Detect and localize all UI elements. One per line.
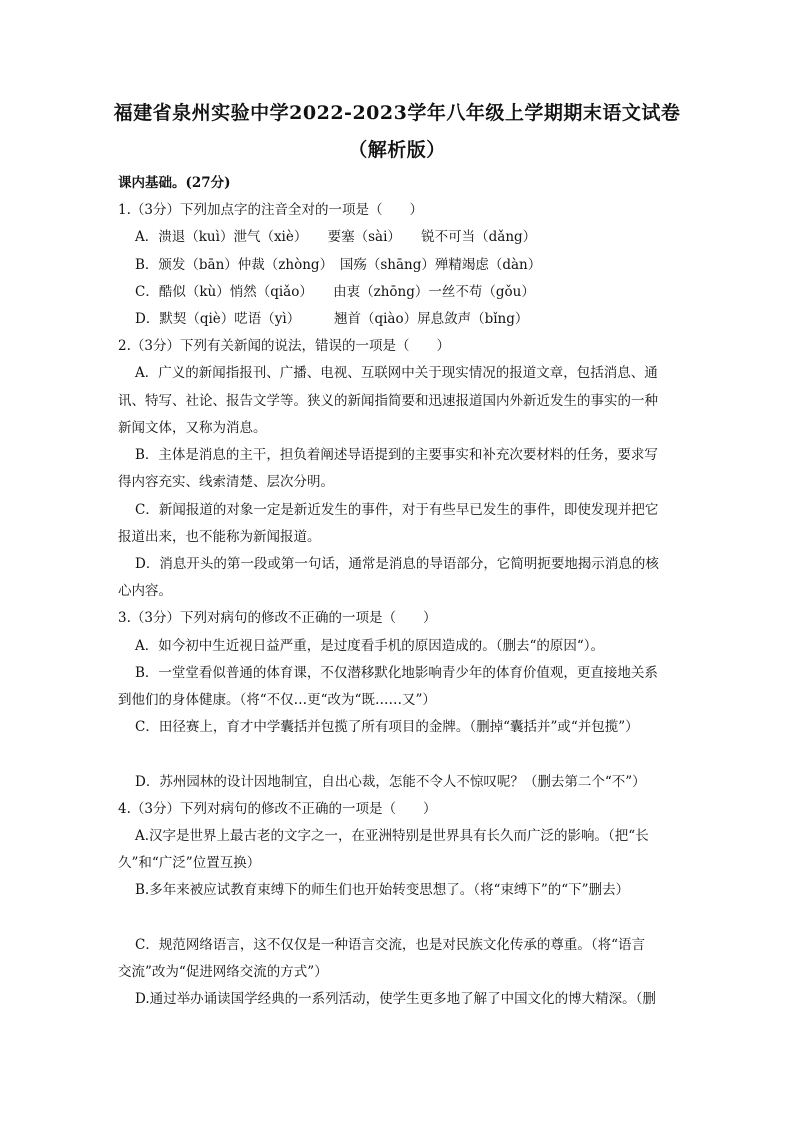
question-3-stem: 3.（3分）下列对病句的修改不正确的一项是（ ） bbox=[118, 610, 437, 626]
question-1-option-d: D．默契（qiè）呓语（yì） 翘首（qiào）屏息敛声（bǐng） bbox=[135, 311, 529, 327]
question-1-option-a: A．溃退（kuì）泄气（xiè） 要塞（sài） 锐不可当（dǎng） bbox=[135, 229, 537, 245]
question-1-stem: 1.（3分）下列加点字的注音全对的一项是（ ） bbox=[118, 202, 423, 218]
question-4-option-b: B.多年来被应试教育束缚下的师生们也开始转变思想了。（将“束缚下”的“下”删去） bbox=[135, 882, 630, 898]
document-subtitle: （解析版） bbox=[348, 139, 446, 161]
question-2-stem: 2.（3分）下列有关新闻的说法，错误的一项是（ ） bbox=[118, 338, 450, 354]
question-3-option-d: D．苏州园林的设计因地制宜，自出心裁，怎能不令人不惊叹呢？（删去第二个“不”） bbox=[135, 774, 646, 790]
question-4-option-c-line1: C．规范网络语言，这不仅仅是一种语言交流，也是对民族文化传承的尊重。（将“语言 bbox=[135, 937, 645, 953]
question-3-option-b-line2: 到他们的身体健康。（将“不仅…更“改为“既……又”） bbox=[118, 692, 436, 708]
question-4-option-a-line2: 久”和“广泛”位置互换） bbox=[118, 855, 261, 871]
document-title: 福建省泉州实验中学2022-2023学年八年级上学期期末语文试卷 bbox=[113, 102, 681, 124]
question-1-option-b: B．颁发（bān）仲裁（zhòng） 国殇（shāng）殚精竭虑（dàn） bbox=[135, 257, 542, 273]
question-2-option-d-line1: D．消息开头的第一段或第一句话，通常是消息的导语部分，它简明扼要地揭示消息的核 bbox=[135, 556, 659, 572]
question-2-option-c-line2: 报道出来，也不能称为新闻报道。 bbox=[118, 529, 321, 545]
question-2-option-b-line2: 得内容充实、线索清楚、层次分明。 bbox=[118, 474, 334, 490]
question-2-option-b-line1: B．主体是消息的主干，担负着阐述导语提到的主要事实和补充次要材料的任务，要求写 bbox=[135, 447, 658, 463]
question-3-option-c: C．田径赛上，育才中学囊括并包揽了所有项目的金牌。（删掉“囊括并”或“并包揽”） bbox=[135, 719, 639, 735]
question-2-option-d-line2: 心内容。 bbox=[118, 583, 172, 599]
question-2-option-a-line2: 讯、特写、社论、报告文学等。狭义的新闻指简要和迅速报道国内外新近发生的事实的一种 bbox=[118, 393, 658, 409]
question-1-option-c: C．酷似（kù）悄然（qiǎo） 由衷（zhōng）一丝不苟（gǒu） bbox=[135, 284, 535, 300]
question-4-option-a-line1: A.汉字是世界上最古老的文字之一，在亚洲特别是世界具有长久而广泛的影响。（把“长 bbox=[135, 828, 649, 844]
question-4-option-d-line1: D.通过举办诵读国学经典的一系列活动，使学生更多地了解了中国文化的博大精深。（删 bbox=[135, 991, 656, 1007]
question-4-option-c-line2: 交流”改为“促进网络交流的方式”） bbox=[118, 964, 328, 980]
question-2-option-a-line3: 新闻文体，又称为消息。 bbox=[118, 420, 267, 436]
question-2-option-c-line1: C．新闻报道的对象一定是新近发生的事件，对于有些早已发生的事件，即使发现并把它 bbox=[135, 502, 659, 518]
question-3-option-a: A．如今初中生近视日益严重，是过度看手机的原因造成的。（删去“的原因“）。 bbox=[135, 638, 605, 654]
question-4-stem: 4.（3分）下列对病句的修改不正确的一项是（ ） bbox=[118, 801, 437, 817]
question-2-option-a-line1: A．广义的新闻指报刊、广播、电视、互联网中关于现实情况的报道文章，包括消息、通 bbox=[135, 365, 658, 381]
section-heading: 课内基础。(27分) bbox=[118, 175, 231, 191]
question-3-option-b-line1: B．一堂堂看似普通的体育课，不仅潜移默化地影响青少年的体育价值观，更直接地关系 bbox=[135, 665, 658, 681]
